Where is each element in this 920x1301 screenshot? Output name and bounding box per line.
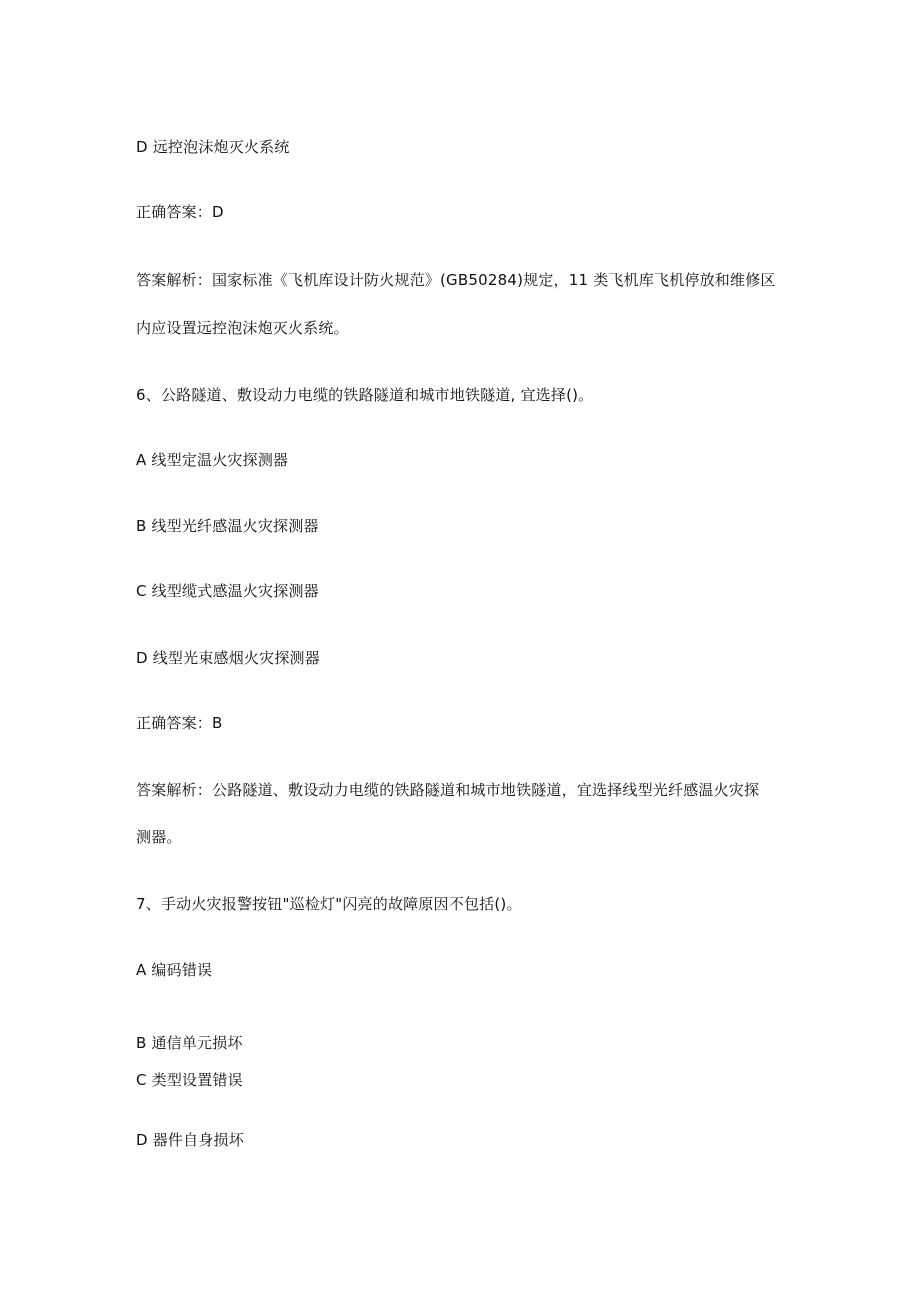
q7-question: 7、手动火灾报警按钮"巡检灯"闪亮的故障原因不包括()。 bbox=[136, 895, 522, 913]
q7-option-b: B 通信单元损坏 bbox=[136, 1034, 243, 1052]
q5-explanation-line-1: 答案解析：国家标准《飞机库设计防火规范》(GB50284)规定，11 类飞机库飞机停放和维修区 bbox=[136, 271, 776, 289]
q5-correct-answer: 正确答案：D bbox=[136, 203, 224, 221]
q6-explanation-line-1: 答案解析：公路隧道、敷设动力电缆的铁路隧道和城市地铁隧道，宜选择线型光纤感温火灾探 bbox=[136, 781, 760, 799]
q7-option-d: D 器件自身损坏 bbox=[136, 1131, 244, 1149]
q7-option-a: A 编码错误 bbox=[136, 961, 213, 979]
q6-option-b: B 线型光纤感温火灾探测器 bbox=[136, 517, 319, 535]
q7-option-c: C 类型设置错误 bbox=[136, 1071, 243, 1089]
q5-explanation-line-2: 内应设置远控泡沫炮灭火系统。 bbox=[136, 319, 349, 337]
q6-option-c: C 线型缆式感温火灾探测器 bbox=[136, 582, 319, 600]
q5-option-d: D 远控泡沫炮灭火系统 bbox=[136, 138, 290, 156]
q6-correct-answer: 正确答案：B bbox=[136, 714, 223, 732]
q6-option-d: D 线型光束感烟火灾探测器 bbox=[136, 649, 320, 667]
q6-explanation-line-2: 测器。 bbox=[136, 828, 182, 846]
q6-question: 6、公路隧道、敷设动力电缆的铁路隧道和城市地铁隧道, 宜选择()。 bbox=[136, 386, 594, 404]
q6-option-a: A 线型定温火灾探测器 bbox=[136, 451, 289, 469]
